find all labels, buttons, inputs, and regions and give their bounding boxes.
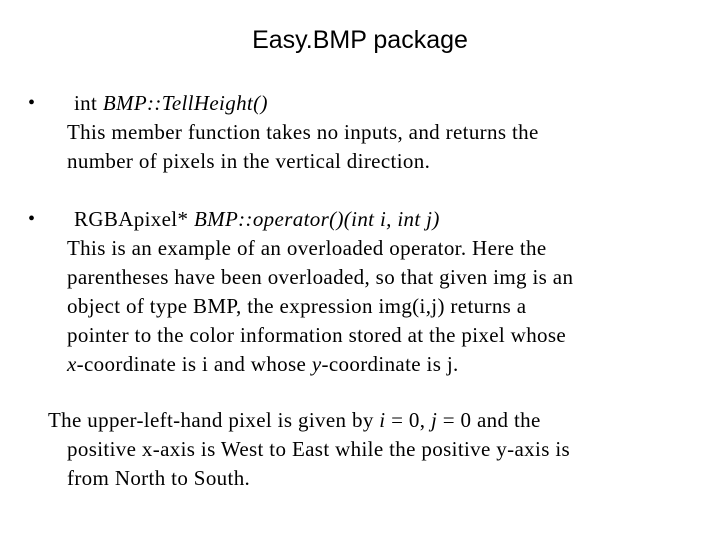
note-paragraph bbox=[48, 406, 688, 493]
description-line: pointer to the color information stored at the pixel whose bbox=[67, 323, 567, 347]
note-line: from North to South. bbox=[67, 466, 251, 490]
function-signature bbox=[74, 205, 714, 234]
function-name: BMP::TellHeight() bbox=[102, 91, 268, 115]
description-line: x-coordinate is i and whose y-coordinate is j. bbox=[67, 352, 459, 376]
bullet-marker: • bbox=[28, 208, 36, 230]
return-type: RGBApixel* bbox=[74, 207, 194, 231]
note-line: positive x-axis is West to East while the positive y-axis is bbox=[67, 437, 571, 461]
bullet-marker: • bbox=[28, 92, 36, 114]
bullet-operator bbox=[67, 205, 707, 379]
function-signature bbox=[74, 89, 714, 118]
j-variable: j bbox=[430, 408, 438, 432]
i-variable: i bbox=[379, 408, 386, 432]
description-line: This member function takes no inputs, and returns the bbox=[67, 120, 539, 144]
x-variable: x bbox=[67, 352, 77, 376]
function-name: BMP::operator()(int i, int j) bbox=[193, 207, 440, 231]
return-type: int bbox=[74, 91, 103, 115]
description-line: parentheses have been overloaded, so that given img is an bbox=[67, 265, 574, 289]
description-line: object of type BMP, the expression img(i,j) returns a bbox=[67, 294, 527, 318]
description-line: This is an example of an overloaded operator. Here the bbox=[67, 236, 547, 260]
slide-title: Easy.BMP package bbox=[252, 26, 468, 54]
note-line: The upper-left-hand pixel is given by i = 0, j = 0 and the bbox=[48, 408, 541, 432]
y-variable: y bbox=[311, 352, 322, 376]
description-line: number of pixels in the vertical direction. bbox=[67, 149, 431, 173]
bullet-tellheight bbox=[67, 89, 707, 176]
